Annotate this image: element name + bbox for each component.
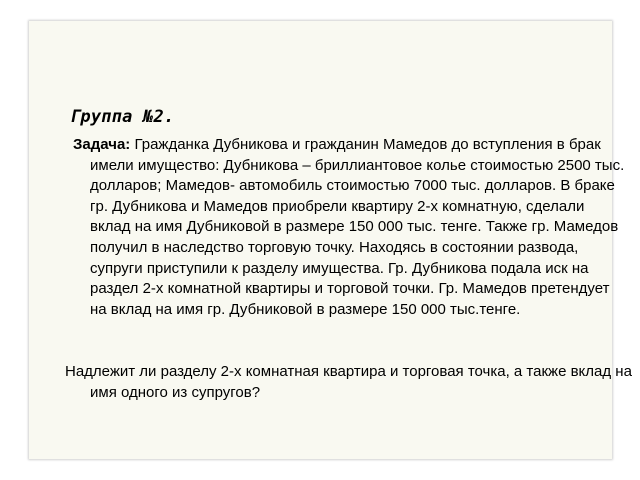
task-label: Задача: [73, 136, 131, 153]
question-paragraph: Надлежит ли разделу 2-х комнатная квартира и торговая точка, а также вклад на имя одного из супругов? [65, 363, 632, 401]
slide-title: Группа №2. [70, 107, 175, 127]
task-text: Гражданка Дубникова и гражданин Мамедов до вступления в брак имели имущество: Дубникова – бриллиантовое колье стоимостью 2500 тыс. долларов; Мамедов- автомобиль стоимостью 7000 тыс. долларов. В браке гр. Дубникова и Мамедов приобрели квартиру 2-х комнатную, сделали вклад на имя Дубниковой в размере 150 000 тыс. тенге. Также гр. Мамедов получил в наследство торговую точку. Находясь в состоянии развода, супруги приступили к разделу имущества. Гр. Дубникова подала иск на раздел 2-х комнатной квартиры и торговой точки. Гр. Мамедов претендует на вклад на имя гр. Дубниковой в размере 150 000 тыс.тенге. [90, 136, 625, 318]
task-paragraph [70, 135, 626, 320]
